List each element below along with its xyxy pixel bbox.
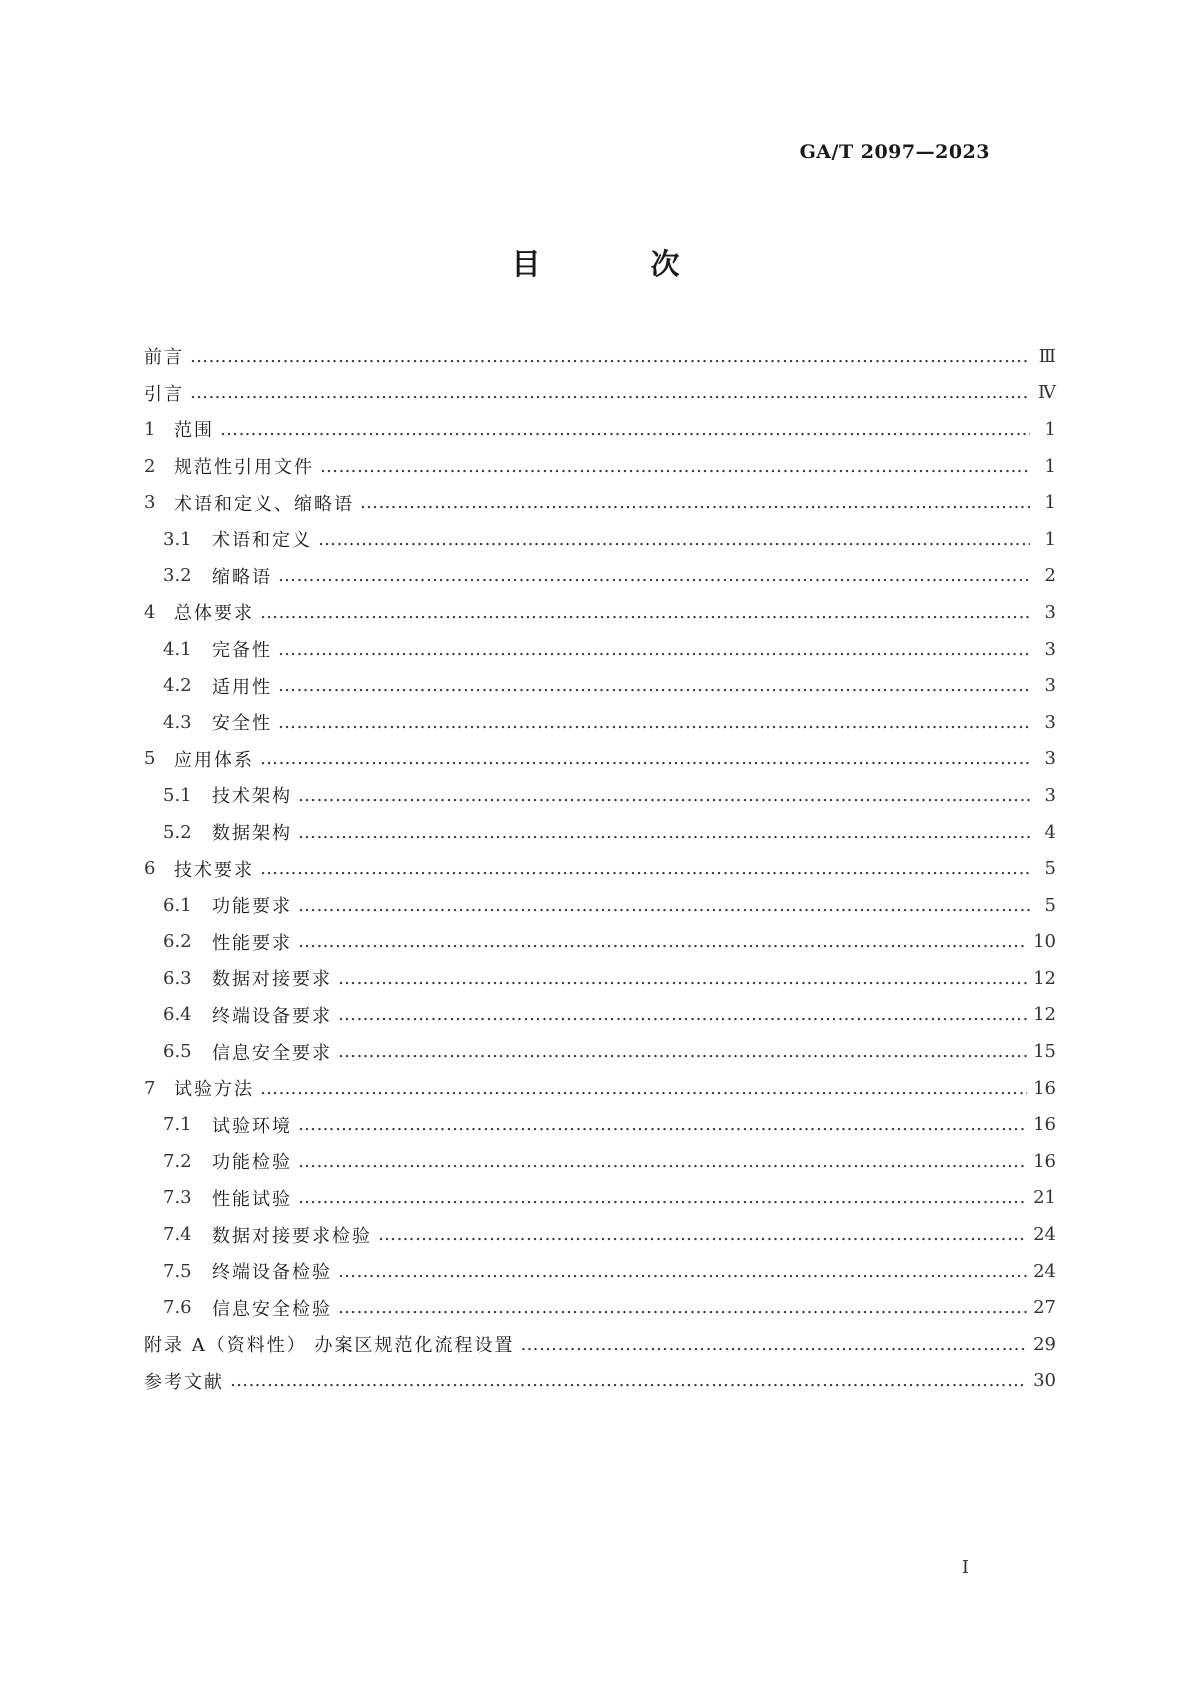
toc-entry-number: 5.2 bbox=[163, 821, 192, 843]
toc-entry-number: 7 bbox=[144, 1077, 156, 1099]
toc-entry-number: 6.3 bbox=[163, 967, 192, 989]
toc-leader-dots bbox=[338, 1297, 1027, 1318]
toc-entry[interactable] bbox=[144, 411, 1056, 448]
toc-entry-page: 29 bbox=[1033, 1333, 1056, 1355]
toc-entry-label: 缩略语 bbox=[212, 566, 272, 588]
toc-entry-page: 3 bbox=[1044, 601, 1056, 623]
toc-entry[interactable] bbox=[144, 1033, 1056, 1070]
toc-leader-dots bbox=[298, 1151, 1027, 1172]
toc-entry-page: 3 bbox=[1044, 711, 1056, 733]
toc-entry[interactable] bbox=[144, 1363, 1056, 1400]
toc-entry[interactable] bbox=[144, 741, 1056, 778]
toc-entry-label: 技术要求 bbox=[174, 859, 254, 881]
toc-entry-label: 完备性 bbox=[212, 640, 272, 662]
toc-entry[interactable] bbox=[144, 1180, 1056, 1217]
toc-entry-page: 3 bbox=[1044, 748, 1056, 770]
toc-entry-number: 6.2 bbox=[163, 931, 192, 953]
toc-entry-page: 5 bbox=[1044, 894, 1056, 916]
toc-entry-label: 信息安全要求 bbox=[212, 1042, 332, 1064]
toc-entry-label: 术语和定义、缩略语 bbox=[174, 493, 354, 515]
toc-entry-number: 6.1 bbox=[163, 894, 192, 916]
toc-entry-number: 2 bbox=[144, 455, 156, 477]
toc-entry-page: 1 bbox=[1044, 455, 1056, 477]
toc-entry-page: 24 bbox=[1033, 1224, 1056, 1246]
toc-entry-number: 5.1 bbox=[163, 784, 192, 806]
toc-leader-dots bbox=[298, 1114, 1027, 1135]
toc-entry[interactable] bbox=[144, 960, 1056, 997]
toc-entry-page: 12 bbox=[1033, 1004, 1056, 1026]
toc-entry[interactable] bbox=[144, 1253, 1056, 1290]
toc-entry-number: 7.2 bbox=[163, 1150, 192, 1172]
toc-entry-page: 30 bbox=[1033, 1370, 1056, 1392]
toc-entry-page: 3 bbox=[1044, 675, 1056, 697]
toc-entry-label: 参考文献 bbox=[144, 1371, 224, 1393]
toc-entry-page: 2 bbox=[1044, 565, 1056, 587]
toc-entry-number: 7.6 bbox=[163, 1297, 192, 1319]
toc-entry-label: 规范性引用文件 bbox=[174, 457, 314, 479]
toc-leader-dots bbox=[338, 1041, 1027, 1062]
toc-leader-dots bbox=[260, 748, 1030, 769]
toc-entry-label: 引言 bbox=[144, 383, 184, 405]
toc-entry[interactable] bbox=[144, 814, 1056, 851]
toc-entry-page: Ⅲ bbox=[1038, 345, 1056, 367]
toc-entry[interactable] bbox=[144, 1326, 1056, 1363]
toc-entry-page: 3 bbox=[1044, 638, 1056, 660]
toc-entry-label: 数据架构 bbox=[212, 823, 292, 845]
toc-leader-dots bbox=[298, 822, 1030, 843]
page-number: I bbox=[961, 1557, 969, 1578]
toc-entry[interactable] bbox=[144, 484, 1056, 521]
toc-entry-number: 3 bbox=[144, 492, 156, 514]
toc-leader-dots bbox=[298, 785, 1030, 806]
toc-entry-label: 前言 bbox=[144, 347, 184, 369]
toc-leader-dots bbox=[298, 931, 1027, 952]
toc-leader-dots bbox=[360, 492, 1030, 513]
toc-entry-label: 安全性 bbox=[212, 713, 272, 735]
toc-leader-dots bbox=[278, 565, 1030, 586]
toc-entry-number: 5 bbox=[144, 748, 156, 770]
toc-entry[interactable] bbox=[144, 1106, 1056, 1143]
toc-leader-dots bbox=[278, 712, 1030, 733]
standard-code: GA/T 2097—2023 bbox=[799, 141, 990, 163]
toc-entry-number: 1 bbox=[144, 418, 156, 440]
toc-entry-label: 范围 bbox=[174, 420, 214, 442]
toc-entry-label: 附录 A（资料性） 办案区规范化流程设置 bbox=[144, 1335, 515, 1357]
toc-entry[interactable] bbox=[144, 594, 1056, 631]
toc-leader-dots bbox=[520, 1334, 1027, 1355]
toc-leader-dots bbox=[298, 1187, 1027, 1208]
toc-entry-label: 终端设备要求 bbox=[212, 1005, 332, 1027]
toc-entry-page: 16 bbox=[1033, 1150, 1056, 1172]
toc-leader-dots bbox=[230, 1370, 1027, 1391]
toc-entry-page: 12 bbox=[1033, 967, 1056, 989]
toc-entry-number: 6 bbox=[144, 858, 156, 880]
toc-entry-number: 7.5 bbox=[163, 1260, 192, 1282]
toc-leader-dots bbox=[260, 858, 1030, 879]
toc-entry-number: 3.1 bbox=[163, 528, 192, 550]
toc-leader-dots bbox=[338, 968, 1027, 989]
toc-leader-dots bbox=[338, 1261, 1027, 1282]
toc-entry-label: 总体要求 bbox=[174, 603, 254, 625]
toc-entry[interactable] bbox=[144, 924, 1056, 961]
toc-entry[interactable] bbox=[144, 667, 1056, 704]
toc-leader-dots bbox=[278, 675, 1030, 696]
toc-entry-number: 7.3 bbox=[163, 1187, 192, 1209]
toc-leader-dots bbox=[318, 529, 1030, 550]
toc-entry[interactable] bbox=[144, 1289, 1056, 1326]
toc-entry-label: 试验方法 bbox=[174, 1079, 254, 1101]
toc-leader-dots bbox=[260, 602, 1030, 623]
toc-leader-dots bbox=[338, 1004, 1027, 1025]
toc-entry[interactable] bbox=[144, 997, 1056, 1034]
toc-entry-label: 适用性 bbox=[212, 676, 272, 698]
toc-entry[interactable] bbox=[144, 375, 1056, 412]
toc-leader-dots bbox=[190, 346, 1030, 367]
table-of-contents bbox=[144, 338, 1056, 1399]
toc-leader-dots bbox=[190, 382, 1030, 403]
toc-entry-label: 数据对接要求 bbox=[212, 969, 332, 991]
toc-entry-page: 21 bbox=[1033, 1187, 1056, 1209]
toc-entry[interactable] bbox=[144, 887, 1056, 924]
toc-entry-label: 应用体系 bbox=[174, 749, 254, 771]
toc-entry[interactable] bbox=[144, 850, 1056, 887]
page-title: 目 次 bbox=[511, 247, 730, 281]
toc-entry[interactable] bbox=[144, 338, 1056, 375]
toc-entry[interactable] bbox=[144, 558, 1056, 595]
toc-entry[interactable] bbox=[144, 521, 1056, 558]
toc-entry-label: 功能要求 bbox=[212, 896, 292, 918]
toc-entry-page: 4 bbox=[1044, 821, 1056, 843]
toc-entry-page: 10 bbox=[1033, 931, 1056, 953]
toc-entry-label: 试验环境 bbox=[212, 1115, 292, 1137]
toc-entry-number: 4.2 bbox=[163, 675, 192, 697]
toc-entry-page: 1 bbox=[1044, 418, 1056, 440]
toc-entry-page: 1 bbox=[1044, 528, 1056, 550]
toc-entry-label: 数据对接要求检验 bbox=[212, 1225, 372, 1247]
toc-leader-dots bbox=[320, 456, 1030, 477]
toc-leader-dots bbox=[278, 639, 1030, 660]
toc-entry[interactable] bbox=[144, 704, 1056, 741]
toc-entry-number: 4.1 bbox=[163, 638, 192, 660]
toc-entry-number: 3.2 bbox=[163, 565, 192, 587]
toc-entry-label: 技术架构 bbox=[212, 786, 292, 808]
toc-entry-label: 性能要求 bbox=[212, 932, 292, 954]
toc-entry-number: 6.4 bbox=[163, 1004, 192, 1026]
toc-entry-number: 7.1 bbox=[163, 1114, 192, 1136]
toc-entry[interactable] bbox=[144, 448, 1056, 485]
toc-entry[interactable] bbox=[144, 1143, 1056, 1180]
toc-entry-number: 4.3 bbox=[163, 711, 192, 733]
toc-entry-label: 术语和定义 bbox=[212, 530, 312, 552]
toc-entry-page: 24 bbox=[1033, 1260, 1056, 1282]
toc-leader-dots bbox=[298, 895, 1030, 916]
toc-entry-number: 6.5 bbox=[163, 1041, 192, 1063]
toc-entry-label: 性能试验 bbox=[212, 1188, 292, 1210]
toc-entry-page: Ⅳ bbox=[1038, 382, 1056, 404]
toc-entry[interactable] bbox=[144, 777, 1056, 814]
toc-entry-label: 终端设备检验 bbox=[212, 1262, 332, 1284]
toc-entry-label: 信息安全检验 bbox=[212, 1298, 332, 1320]
toc-leader-dots bbox=[220, 419, 1030, 440]
toc-entry-page: 3 bbox=[1044, 784, 1056, 806]
toc-entry-number: 7.4 bbox=[163, 1224, 192, 1246]
toc-entry[interactable] bbox=[144, 1216, 1056, 1253]
toc-entry-page: 27 bbox=[1033, 1297, 1056, 1319]
toc-entry[interactable] bbox=[144, 631, 1056, 668]
toc-entry-number: 4 bbox=[144, 601, 156, 623]
toc-entry-page: 15 bbox=[1033, 1041, 1056, 1063]
toc-entry-page: 16 bbox=[1033, 1114, 1056, 1136]
toc-entry-page: 5 bbox=[1044, 858, 1056, 880]
toc-entry-page: 1 bbox=[1044, 492, 1056, 514]
toc-entry-page: 16 bbox=[1033, 1077, 1056, 1099]
toc-entry[interactable] bbox=[144, 1070, 1056, 1107]
toc-leader-dots bbox=[378, 1224, 1027, 1245]
toc-entry-label: 功能检验 bbox=[212, 1152, 292, 1174]
toc-leader-dots bbox=[260, 1078, 1027, 1099]
